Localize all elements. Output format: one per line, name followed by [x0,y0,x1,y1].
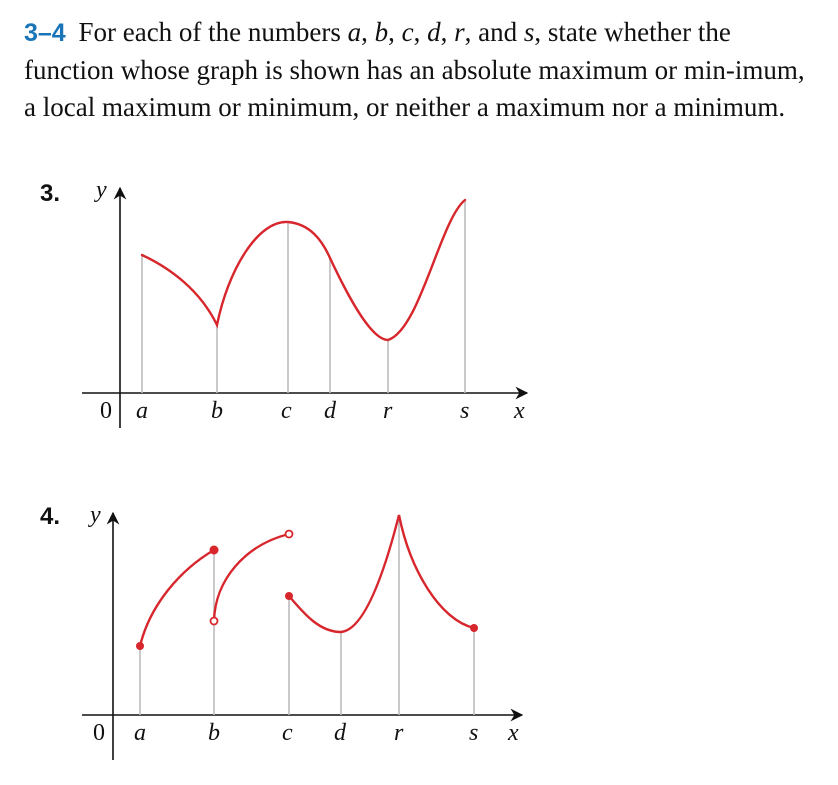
graph3-x-label: x [514,398,525,424]
graph4-open-dot-c [286,531,293,538]
graph3-tick-b: b [211,398,223,424]
problem-text-run: , [361,17,375,47]
graph4-closed-dot-a [136,642,144,650]
graph4-curve-segment-3 [289,515,474,632]
problem-text-run: For each of the numbers [78,17,348,47]
problem-text-run: , and [464,17,524,47]
graph4-tick-b: b [208,720,220,746]
graph3-origin: 0 [100,398,112,424]
graph3-curve [142,200,465,340]
problem-number: 3–4 [24,19,66,47]
graph4-closed-dot-s [470,624,478,632]
graph4-curve-segment-1 [140,550,214,646]
problem-text-run: , [440,17,455,47]
graph-4 [82,502,522,760]
graph4-tick-s: s [469,720,479,746]
problem-text-run: , [413,17,428,47]
graph4-x-label: x [508,720,519,746]
graph4-tick-a: a [134,720,146,746]
problem-variable: b [374,17,389,47]
graph3-tick-a: a [136,398,148,424]
graph3-tick-s: s [460,398,470,424]
graph3-tick-c: c [281,398,292,424]
exercise-3-number: 3. [40,180,61,207]
problem-variable: c [401,17,414,47]
graph4-tick-d: d [334,720,346,746]
graph3-y-label: y [96,177,107,203]
graph4-closed-dot-b [210,546,219,555]
graph3-tick-r: r [383,398,393,424]
problem-variable: a [347,17,362,47]
problem-variable: r [454,17,465,47]
graph-3 [82,177,527,428]
graph4-origin: 0 [93,720,105,746]
problem-variable: d [427,17,441,47]
graph4-open-dot-b [211,618,218,625]
graph4-closed-dot-c [285,592,293,600]
graph4-y-label: y [90,502,101,528]
problem-variable: s [523,17,535,47]
graph4-curve-segment-2 [214,534,289,621]
graph4-tick-c: c [282,720,293,746]
graph3-tick-d: d [324,398,336,424]
graph4-tick-r: r [394,720,404,746]
problem-text-run: , [388,17,402,47]
exercise-4-number: 4. [40,503,61,530]
problem-text-run: , state whether the function whose graph is shown has an absolute maximum or min-imum, a local maximum or minimum, or neither a maximum nor a minimum. [24,17,805,122]
